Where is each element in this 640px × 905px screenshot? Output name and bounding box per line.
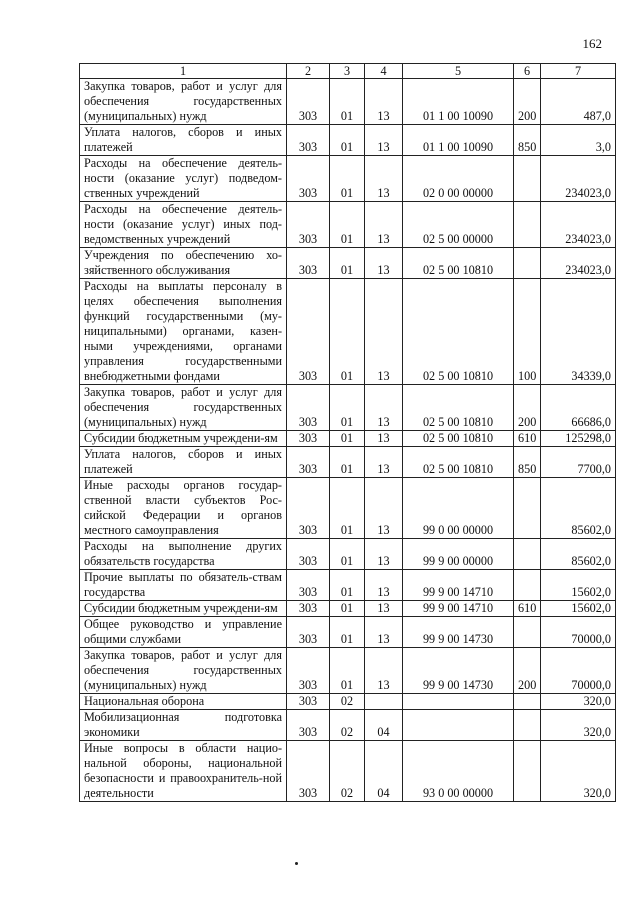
row-code-target: 99 9 00 14730 [403, 617, 514, 648]
row-code-subsection: 13 [365, 125, 403, 156]
row-code-type [514, 478, 541, 539]
row-name: Уплата налогов, сборов и иных платежей [80, 447, 287, 478]
table-row [80, 601, 616, 617]
row-code-target: 02 5 00 10810 [403, 431, 514, 447]
row-name: Расходы на обеспечение деятель-ности (оказание услуг) подведом-ственных учреждений [80, 156, 287, 202]
row-amount: 234023,0 [541, 202, 616, 248]
column-header: 5 [403, 64, 514, 79]
row-code-section: 01 [330, 648, 365, 694]
row-code-subsection: 13 [365, 79, 403, 125]
row-name: Закупка товаров, работ и услуг для обеспечения государственных (муниципальных) нужд [80, 385, 287, 431]
row-name: Расходы на выполнение других обязательств государства [80, 539, 287, 570]
row-code-section: 01 [330, 125, 365, 156]
row-code-type: 200 [514, 385, 541, 431]
row-code-target: 93 0 00 00000 [403, 741, 514, 802]
row-amount: 85602,0 [541, 539, 616, 570]
table-row [80, 539, 616, 570]
row-code-type [514, 694, 541, 710]
row-name: Субсидии бюджетным учреждени-ям [80, 601, 287, 617]
table-row [80, 710, 616, 741]
row-name: Национальная оборона [80, 694, 287, 710]
row-code-subsection: 13 [365, 202, 403, 248]
row-code-subsection: 13 [365, 447, 403, 478]
table-row [80, 385, 616, 431]
row-code-section: 01 [330, 156, 365, 202]
row-code-admin: 303 [287, 570, 330, 601]
row-code-admin: 303 [287, 202, 330, 248]
row-code-section: 01 [330, 202, 365, 248]
row-code-type: 610 [514, 431, 541, 447]
row-code-section: 01 [330, 478, 365, 539]
table-row [80, 79, 616, 125]
row-code-target: 02 5 00 10810 [403, 447, 514, 478]
row-amount: 320,0 [541, 694, 616, 710]
row-code-target: 99 9 00 00000 [403, 539, 514, 570]
row-code-type [514, 156, 541, 202]
row-code-section: 02 [330, 710, 365, 741]
table-row [80, 694, 616, 710]
row-code-subsection: 13 [365, 570, 403, 601]
row-code-admin: 303 [287, 125, 330, 156]
row-amount: 85602,0 [541, 478, 616, 539]
row-amount: 3,0 [541, 125, 616, 156]
header-row [80, 64, 616, 79]
row-code-type [514, 570, 541, 601]
row-code-type: 100 [514, 279, 541, 385]
row-amount: 234023,0 [541, 248, 616, 279]
row-code-target: 99 0 00 00000 [403, 478, 514, 539]
row-name: Закупка товаров, работ и услуг для обеспечения государственных (муниципальных) нужд [80, 648, 287, 694]
row-code-subsection: 13 [365, 248, 403, 279]
row-code-type: 850 [514, 125, 541, 156]
row-amount: 15602,0 [541, 601, 616, 617]
row-amount: 15602,0 [541, 570, 616, 601]
row-code-target: 01 1 00 10090 [403, 79, 514, 125]
row-code-subsection: 13 [365, 385, 403, 431]
row-amount: 70000,0 [541, 648, 616, 694]
row-amount: 66686,0 [541, 385, 616, 431]
row-code-type [514, 539, 541, 570]
table-row [80, 741, 616, 802]
row-code-type [514, 248, 541, 279]
row-code-type [514, 710, 541, 741]
table-row [80, 648, 616, 694]
row-code-target: 02 0 00 00000 [403, 156, 514, 202]
row-code-admin: 303 [287, 710, 330, 741]
table-body [80, 79, 616, 802]
table-row [80, 248, 616, 279]
row-amount: 7700,0 [541, 447, 616, 478]
row-code-target: 02 5 00 10810 [403, 248, 514, 279]
row-code-subsection: 04 [365, 710, 403, 741]
row-code-subsection: 13 [365, 617, 403, 648]
row-code-section: 02 [330, 694, 365, 710]
row-code-target: 02 5 00 10810 [403, 279, 514, 385]
row-name: Прочие выплаты по обязатель-ствам государства [80, 570, 287, 601]
row-code-subsection: 13 [365, 279, 403, 385]
row-code-target: 99 9 00 14710 [403, 601, 514, 617]
row-code-admin: 303 [287, 79, 330, 125]
row-code-target: 99 9 00 14730 [403, 648, 514, 694]
row-amount: 34339,0 [541, 279, 616, 385]
page-number: 162 [582, 36, 602, 51]
row-code-admin: 303 [287, 648, 330, 694]
row-code-section: 01 [330, 570, 365, 601]
row-code-type [514, 202, 541, 248]
table-row [80, 156, 616, 202]
row-code-type: 610 [514, 601, 541, 617]
row-code-admin: 303 [287, 385, 330, 431]
column-header: 3 [330, 64, 365, 79]
row-code-type: 200 [514, 648, 541, 694]
row-name: Закупка товаров, работ и услуг для обеспечения государственных (муниципальных) нужд [80, 79, 287, 125]
column-header: 2 [287, 64, 330, 79]
row-name: Субсидии бюджетным учреждени-ям [80, 431, 287, 447]
row-amount: 125298,0 [541, 431, 616, 447]
table-row [80, 202, 616, 248]
row-code-subsection: 13 [365, 601, 403, 617]
row-amount: 234023,0 [541, 156, 616, 202]
row-code-type [514, 741, 541, 802]
row-name: Расходы на выплаты персоналу в целях обеспечения выполнения функций государственными (му-ниципальными) органами, казен-ными учреждениями, органами управления государственными внебюджетными фондами [80, 279, 287, 385]
row-code-subsection: 13 [365, 539, 403, 570]
row-amount: 487,0 [541, 79, 616, 125]
table-row [80, 617, 616, 648]
row-code-section: 01 [330, 248, 365, 279]
row-amount: 320,0 [541, 710, 616, 741]
row-name: Мобилизационная подготовка экономики [80, 710, 287, 741]
row-code-admin: 303 [287, 741, 330, 802]
row-code-target [403, 710, 514, 741]
row-name: Иные вопросы в области нацио-нальной обороны, национальной безопасности и правоохранитель-ной деятельности [80, 741, 287, 802]
row-code-subsection: 13 [365, 431, 403, 447]
row-code-section: 01 [330, 431, 365, 447]
row-code-section: 01 [330, 279, 365, 385]
table-row [80, 447, 616, 478]
row-code-section: 01 [330, 539, 365, 570]
row-code-admin: 303 [287, 156, 330, 202]
row-name: Расходы на обеспечение деятель-ности (оказание услуг) иных под-ведомственных учреждений [80, 202, 287, 248]
row-code-target: 02 5 00 10810 [403, 385, 514, 431]
row-amount: 320,0 [541, 741, 616, 802]
row-code-admin: 303 [287, 447, 330, 478]
row-code-admin: 303 [287, 617, 330, 648]
table-row [80, 570, 616, 601]
row-code-target: 02 5 00 00000 [403, 202, 514, 248]
row-code-subsection [365, 694, 403, 710]
row-code-admin: 303 [287, 539, 330, 570]
row-code-section: 01 [330, 447, 365, 478]
column-header: 4 [365, 64, 403, 79]
row-code-admin: 303 [287, 478, 330, 539]
row-code-target [403, 694, 514, 710]
row-name: Уплата налогов, сборов и иных платежей [80, 125, 287, 156]
column-header: 7 [541, 64, 616, 79]
row-code-admin: 303 [287, 431, 330, 447]
row-code-target: 99 9 00 14710 [403, 570, 514, 601]
row-name: Иные расходы органов государ-ственной власти субъектов Рос-сийской Федерации и органов местного самоуправления [80, 478, 287, 539]
table-row [80, 279, 616, 385]
table-row [80, 431, 616, 447]
table-row [80, 125, 616, 156]
row-code-section: 01 [330, 617, 365, 648]
row-code-section: 02 [330, 741, 365, 802]
row-name: Общее руководство и управление общими службами [80, 617, 287, 648]
scan-speck [295, 862, 298, 865]
column-header: 6 [514, 64, 541, 79]
row-code-subsection: 13 [365, 648, 403, 694]
row-code-subsection: 04 [365, 741, 403, 802]
column-header: 1 [80, 64, 287, 79]
row-code-admin: 303 [287, 601, 330, 617]
row-code-type [514, 617, 541, 648]
row-code-target: 01 1 00 10090 [403, 125, 514, 156]
row-code-section: 01 [330, 385, 365, 431]
row-code-type: 850 [514, 447, 541, 478]
budget-table [79, 63, 616, 802]
row-amount: 70000,0 [541, 617, 616, 648]
row-code-admin: 303 [287, 694, 330, 710]
row-code-subsection: 13 [365, 478, 403, 539]
row-code-section: 01 [330, 601, 365, 617]
row-code-type: 200 [514, 79, 541, 125]
row-name: Учреждения по обеспечению хо-зяйственного обслуживания [80, 248, 287, 279]
row-code-subsection: 13 [365, 156, 403, 202]
table-row [80, 478, 616, 539]
row-code-admin: 303 [287, 248, 330, 279]
row-code-admin: 303 [287, 279, 330, 385]
row-code-section: 01 [330, 79, 365, 125]
